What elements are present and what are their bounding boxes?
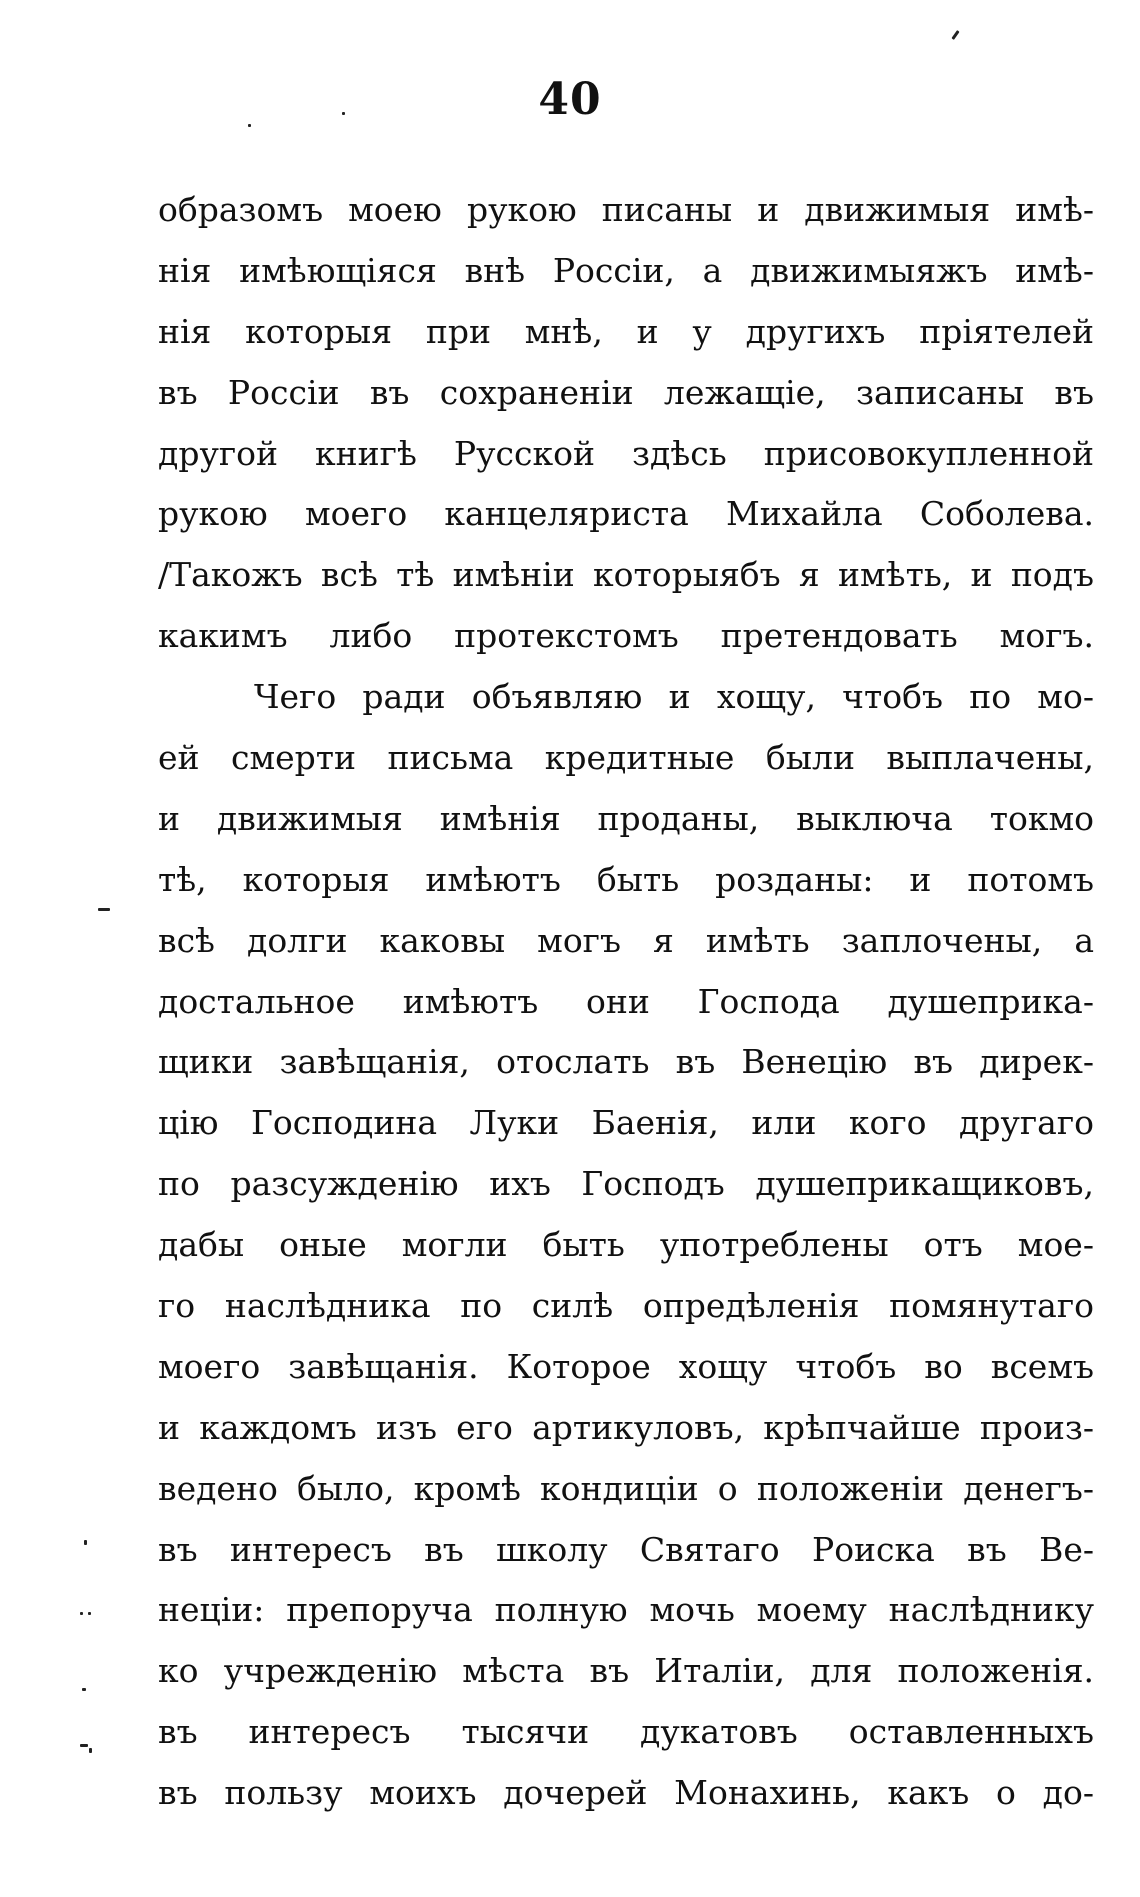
print-speck [80,1744,88,1747]
text-line: щики завѣщанія, отослать въ Венецію въ дирек- [158,1042,1094,1082]
text-line: го наслѣдника по силѣ опредѣленія помянутаго [158,1286,1094,1326]
text-line: цію Господина Луки Баенія, или кого другаго [158,1103,1094,1143]
text-line: всѣ долги каковы могъ я имѣть заплочены, а [158,920,1094,960]
print-speck [84,1540,87,1545]
print-speck [342,112,345,115]
print-speck [80,1612,83,1615]
text-line: въ интересъ тысячи дукатовъ оставленныхъ [158,1712,1094,1752]
text-line: моего завѣщанія. Которое хощу чтобъ во всемъ [158,1346,1094,1386]
paragraph-first-line: Чего ради объявляю и хощу, чтобъ по мо- [254,677,1094,717]
print-speck [89,1748,92,1753]
print-speck [82,1688,86,1691]
text-line: ведено было, кромѣ кондиціи о положеніи денегъ- [158,1468,1094,1508]
text-line: нія имѣющіяся внѣ Россіи, а движимыяжъ имѣ- [158,250,1094,290]
text-line: ей смерти письма кредитные были выплачены, [158,738,1094,778]
print-speck [248,124,251,127]
print-speck [98,908,110,911]
text-line: ко учрежденію мѣста въ Италіи, для положенія. [158,1651,1094,1691]
text-line: въ интересъ въ школу Святаго Роиска въ Ве- [158,1529,1094,1569]
print-speck [88,1612,91,1615]
text-line: и движимыя имѣнія проданы, выключа токмо [158,798,1094,838]
body-text [158,180,1094,1824]
text-line: въ пользу моихъ дочерей Монахинь, какъ о до- [158,1773,1094,1813]
text-line: образомъ моею рукою писаны и движимыя имѣ- [158,190,1094,229]
text-line: дабы оные могли быть употреблены отъ мое- [158,1225,1094,1265]
page-number: 40 [538,74,602,125]
text-line: въ Россіи въ сохраненіи лежащіе, записаны въ [158,372,1094,412]
text-line: неціи: препоруча полную мочь моему наслѣднику [158,1590,1094,1630]
text-line: нія которыя при мнѣ, и у другихъ пріятелей [158,311,1094,351]
text-line: рукою моего канцеляриста Михайла Соболева. [158,494,1094,534]
text-line: /Такожъ всѣ тѣ имѣніи которыябъ я имѣть, и подъ [158,555,1094,595]
text-line: другой книгѣ Русской здѣсь присовокупленной [158,433,1094,473]
text-line: достальное имѣютъ они Господа душеприка- [158,981,1094,1021]
text-line: тѣ, которыя имѣютъ быть розданы: и потомъ [158,859,1094,899]
text-line: какимъ либо протекстомъ претендовать могъ. [158,616,1094,656]
print-speck [951,30,959,40]
text-line: по разсужденію ихъ Господъ душеприкащиковъ, [158,1164,1094,1204]
text-line: и каждомъ изъ его артикуловъ, крѣпчайше произ- [158,1407,1094,1447]
